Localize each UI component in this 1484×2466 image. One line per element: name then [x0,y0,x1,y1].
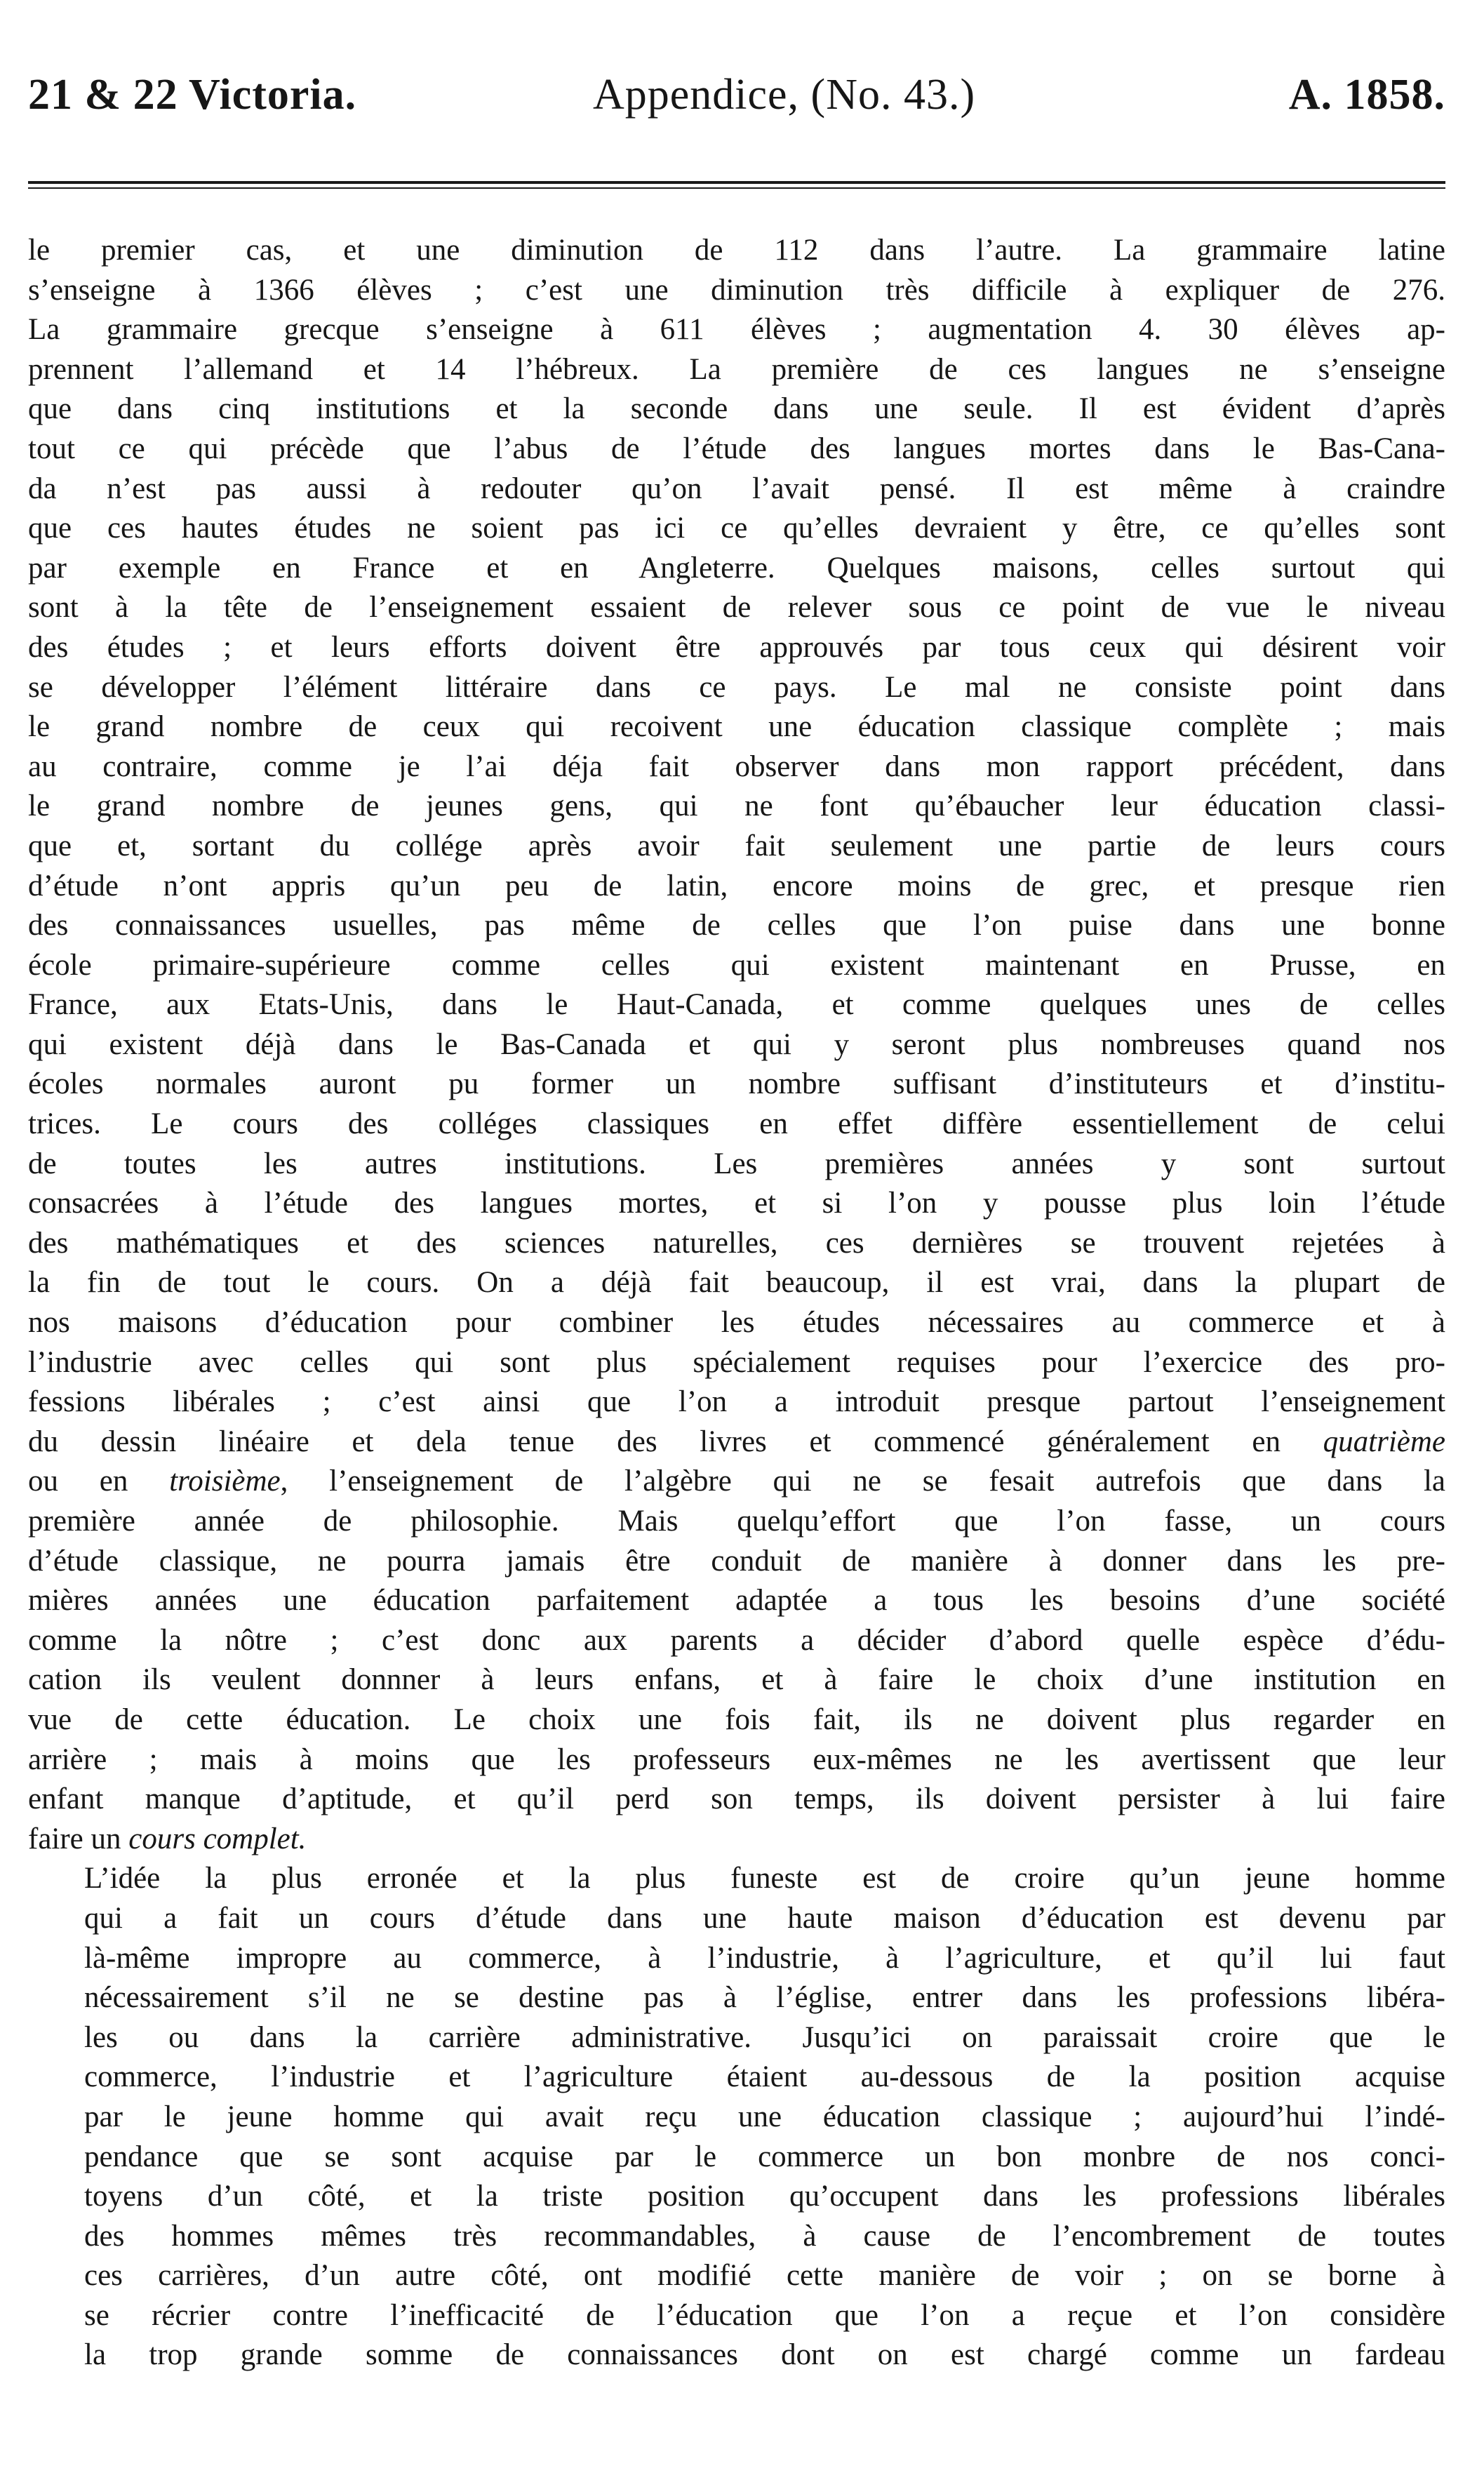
text-line: commerce, l’industrie et l’agriculture étaient au-dessous de la position acquise [84,2060,1445,2094]
text-line: vue de cette éducation. Le choix une fois fait, ils ne doivent plus regarder en [28,1702,1445,1736]
text-line: les ou dans la carrière administrative. Jusqu’ici on paraissait croire que le [84,2020,1445,2054]
text-line: toyens d’un côté, et la triste position qu’occupent dans les professions libérales [84,2180,1445,2213]
text-line: la fin de tout le cours. On a déjà fait beaucoup, il est vrai, dans la plupart de [28,1266,1445,1300]
text-line: qui a fait un cours d’étude dans une haute maison d’éducation est devenu par [84,1901,1445,1935]
header-session: 21 & 22 Victoria. [28,71,357,119]
header-double-rule [28,181,1445,189]
text-line: da n’est pas aussi à redouter qu’on l’avait pensé. Il est même à craindre [28,472,1445,505]
text-line: le premier cas, et une diminution de 112 dans l’autre. La grammaire latine [28,234,1445,267]
text-line: que et, sortant du collége après avoir fait seulement une partie de leurs cours [28,829,1445,862]
text-line: d’étude n’ont appris qu’un peu de latin, encore moins de grec, et presque rien [28,869,1445,902]
paragraph-education-opinion [28,1859,1445,2375]
text-line: enfant manque d’aptitude, et qu’il perd son temps, ils doivent persister à lui faire [28,1782,1445,1816]
text-line: consacrées à l’étude des langues mortes, et si l’on y pousse plus loin l’étude [28,1187,1445,1220]
text-line: ou en troisième, l’enseignement de l’algèbre qui ne se fesait autrefois que dans la [28,1465,1446,1498]
text-line: nos maisons d’éducation pour combiner les études nécessaires au commerce et à [28,1306,1445,1340]
text-line: écoles normales auront pu former un nombre suffisant d’instituteurs et d’institu- [28,1067,1445,1101]
text-line: tout ce qui précède que l’abus de l’étude des langues mortes dans le Bas-Cana- [28,432,1445,465]
text-line: du dessin linéaire et dela tenue des livres et commencé généralement en quatrième [28,1425,1445,1458]
text-line: France, aux Etats-Unis, dans le Haut-Canada, et comme quelques unes de celles [28,988,1445,1022]
text-line: trices. Le cours des colléges classiques en effet diffère essentiellement de celui [28,1107,1445,1141]
text-line: cation ils veulent donnner à leurs enfans, et à faire le choix d’une institution en [28,1663,1445,1697]
text-line: nécessairement s’il ne se destine pas à l’église, entrer dans les professions libéra- [84,1981,1445,2015]
text-line: faire un cours complet. [28,1822,307,1855]
text-line: fessions libérales ; c’est ainsi que l’on a introduit presque partout l’enseignement [28,1385,1445,1419]
text-line: par exemple en France et en Angleterre. Quelques maisons, celles surtout qui [28,551,1445,585]
header-appendix: Appendice, (No. 43.) [593,71,976,119]
text-line: des connaissances usuelles, pas même de celles que l’on puise dans une bonne [28,909,1445,942]
text-line: par le jeune homme qui avait reçu une éducation classique ; aujourd’hui l’indé- [84,2100,1445,2133]
text-line: le grand nombre de ceux qui recoivent une éducation classique complète ; mais [28,710,1445,744]
paragraph-continued [28,231,1445,1859]
text-line: se récrier contre l’inefficacité de l’éducation que l’on a reçue et l’on considère [84,2298,1445,2332]
text-line: de toutes les autres institutions. Les premières années y sont surtout [28,1147,1445,1180]
text-line: se développer l’élément littéraire dans ce pays. Le mal ne consiste point dans [28,670,1445,704]
running-header [28,70,1445,146]
text-line: d’étude classique, ne pourra jamais être conduit de manière à donner dans les pre- [28,1544,1445,1578]
text-line: là-même impropre au commerce, à l’industrie, à l’agriculture, et qu’il lui faut [84,1941,1445,1975]
text-line: école primaire-supérieure comme celles qui existent maintenant en Prusse, en [28,948,1445,982]
text-line: l’industrie avec celles qui sont plus spécialement requises pour l’exercice des pro- [28,1345,1445,1379]
text-line: comme la nôtre ; c’est donc aux parents a décider d’abord quelle espèce d’édu- [28,1623,1445,1657]
header-year: A. 1858. [1288,71,1445,119]
text-line: sont à la tête de l’enseignement essaient de relever sous ce point de vue le niveau [28,591,1445,625]
text-line: des hommes mêmes très recommandables, à cause de l’encombrement de toutes [84,2219,1445,2253]
text-line: première année de philosophie. Mais quelqu’effort que l’on fasse, un cours [28,1505,1445,1538]
body-text [28,231,1445,2375]
text-line: mières années une éducation parfaitement adaptée a tous les besoins d’une société [28,1584,1445,1618]
text-line: le grand nombre de jeunes gens, qui ne font qu’ébaucher leur éducation classi- [28,789,1445,823]
text-line: des études ; et leurs efforts doivent être approuvés par tous ceux qui désirent voir [28,630,1445,664]
text-line: que dans cinq institutions et la seconde dans une seule. Il est évident d’après [28,392,1445,426]
text-line: des mathématiques et des sciences naturelles, ces dernières se trouvent rejetées à [28,1226,1445,1260]
text-line: pendance que se sont acquise par le commerce un bon monbre de nos conci- [84,2140,1445,2173]
text-line: prennent l’allemand et 14 l’hébreux. La première de ces langues ne s’enseigne [28,352,1445,386]
text-line: que ces hautes études ne soient pas ici ce qu’elles devraient y être, ce qu’elles sont [28,512,1445,545]
text-line: arrière ; mais à moins que les professeurs eux-mêmes ne les avertissent que leur [28,1742,1445,1776]
text-line: au contraire, comme je l’ai déja fait observer dans mon rapport précédent, dans [28,749,1445,783]
text-line: s’enseigne à 1366 élèves ; c’est une diminution très difficile à expliquer de 276. [28,273,1445,307]
text-line: ces carrières, d’un autre côté, ont modifié cette manière de voir ; on se borne à [84,2259,1445,2293]
text-line: qui existent déjà dans le Bas-Canada et qui y seront plus nombreuses quand nos [28,1027,1445,1061]
text-line: La grammaire grecque s’enseigne à 611 élèves ; augmentation 4. 30 élèves ap- [28,313,1445,347]
text-line: L’idée la plus erronée et la plus funeste est de croire qu’un jeune homme [84,1862,1445,1895]
text-line: la trop grande somme de connaissances dont on est chargé comme un fardeau [84,2338,1445,2372]
